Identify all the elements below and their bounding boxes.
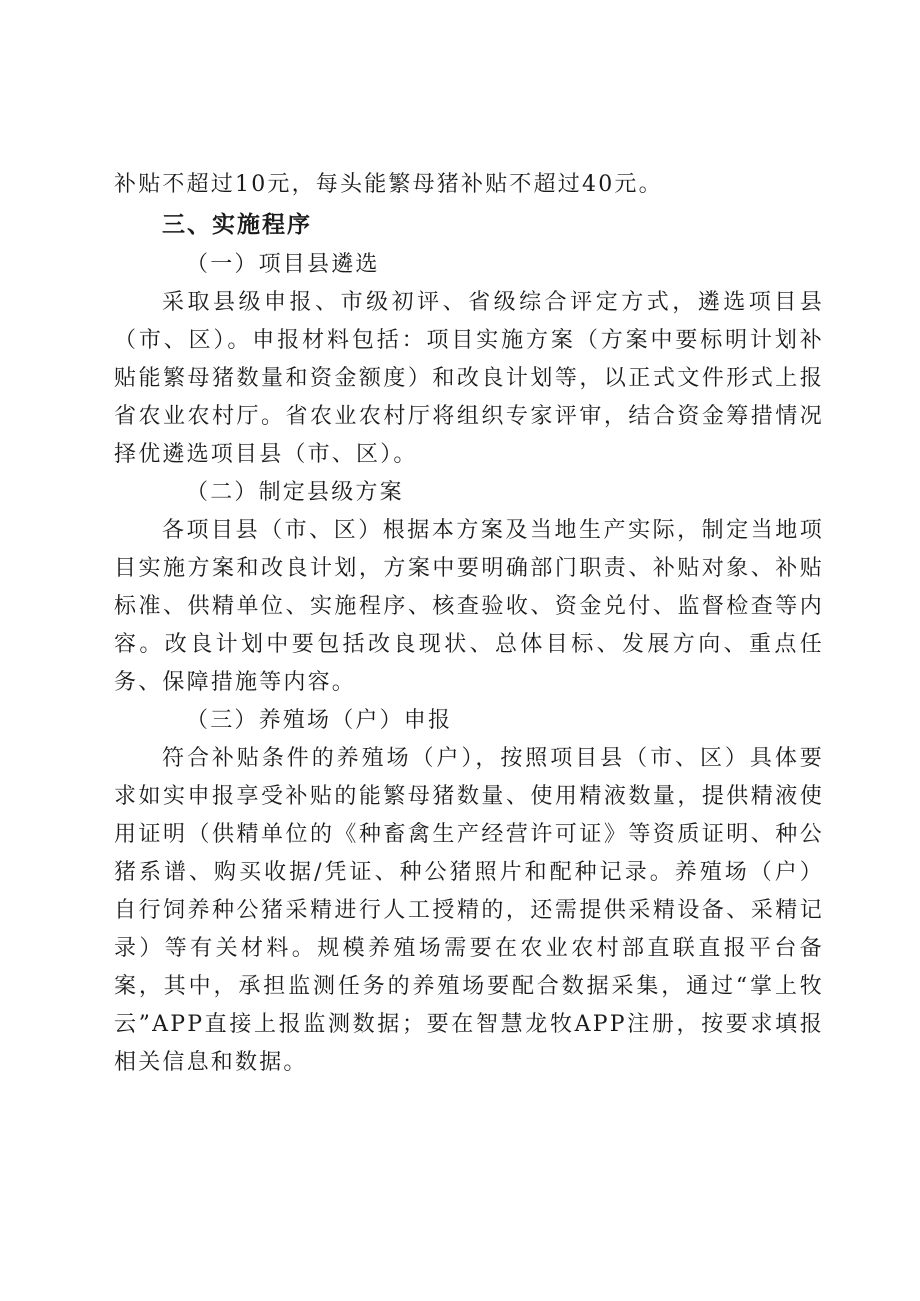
document-body [114, 166, 824, 1082]
subsection-body-1: 采取县级申报、市级初评、省级综合评定方式，遴选项目县（市、区）。申报材料包括：项目实施方案（方案中要标明计划补贴能繁母猪数量和资金额度）和改良计划等，以正式文件形式上报省农业农村厅。省农业农村厅将组织专家评审，结合资金筹措情况择优遴选项目县（市、区）。 [114, 290, 824, 467]
subsection-heading-3: （三）养殖场（户）申报 [186, 708, 453, 733]
subsection-heading-1: （一）项目县遴选 [186, 252, 380, 277]
section-heading: 三、实施程序 [162, 212, 312, 238]
lead-paragraph: 补贴不超过10元，每头能繁母猪补贴不超过40元。 [114, 172, 663, 197]
subsection-heading-2: （二）制定县级方案 [186, 480, 404, 505]
subsection-body-2: 各项目县（市、区）根据本方案及当地生产实际，制定当地项目实施方案和改良计划，方案中要明确部门职责、补贴对象、补贴标准、供精单位、实施程序、核查验收、资金兑付、监督检查等内容。改良计划中要包括改良现状、总体目标、发展方向、重点任务、保障措施等内容。 [114, 518, 824, 695]
subsection-body-3: 符合补贴条件的养殖场（户），按照项目县（市、区）具体要求如实申报享受补贴的能繁母猪数量、使用精液数量，提供精液使用证明（供精单位的《种畜禽生产经营许可证》等资质证明、种公猪系谱、购买收据/凭证、种公猪照片和配种记录。养殖场（户）自行饲养种公猪采精进行人工授精的，还需提供采精设备、采精记录）等有关材料。规模养殖场需要在农业农村部直联直报平台备案，其中，承担监测任务的养殖场要配合数据采集，通过“掌上牧云”APP直接上报监测数据；要在智慧龙牧APP注册，按要求填报相关信息和数据。 [114, 746, 824, 1075]
